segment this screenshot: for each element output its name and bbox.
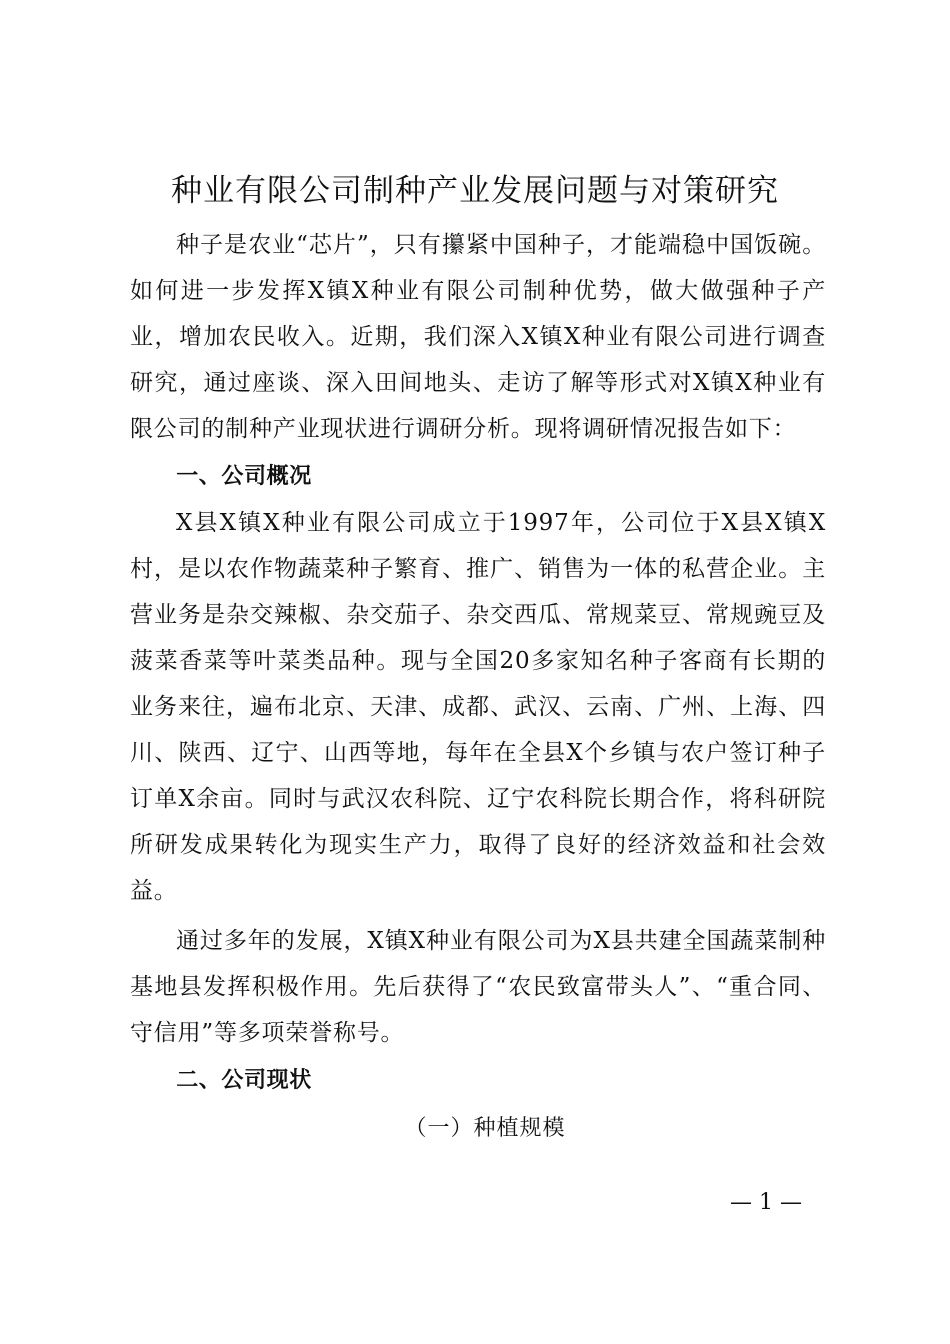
section-1-paragraph-1: X县X镇X种业有限公司成立于1997年，公司位于X县X镇X村，是以农作物蔬菜种子繁育、推广、销售为一体的私营企业。主营业务是杂交辣椒、杂交茄子、杂交西瓜、常规菜豆、常规豌豆及菠菜香菜等叶菜类品种。现与全国20多家知名种子客商有长期的业务来往，遍布北京、天津、成都、武汉、云南、广州、上海、四川、陕西、辽宁、山西等地，每年在全县X个乡镇与农户签订种子订单X余亩。同时与武汉农科院、辽宁农科院长期合作，将科研院所研发成果转化为现实生产力，取得了良好的经济效益和社会效益。 bbox=[130, 510, 826, 904]
document-title: 种业有限公司制种产业发展问题与对策研究 bbox=[171, 173, 779, 209]
intro-paragraph: 种子是农业“芯片”，只有攥紧中国种子，才能端稳中国饭碗。如何进一步发挥X镇X种业有限公司制种优势，做大做强种子产业，增加农民收入。近期，我们深入X镇X种业有限公司进行调查研究，通过座谈、深入田间地头、走访了解等形式对X镇X种业有限公司的制种产业现状进行调研分析。现将调研情况报告如下： bbox=[130, 232, 826, 442]
document-body bbox=[130, 222, 826, 1152]
section-2-subheading-1: （一）种植规模 bbox=[404, 1116, 566, 1141]
page-number: — 1 — bbox=[730, 1190, 802, 1215]
section-1-heading: 一、公司概况 bbox=[176, 464, 312, 489]
section-2-heading: 二、公司现状 bbox=[176, 1068, 312, 1093]
section-1-paragraph-2: 通过多年的发展，X镇X种业有限公司为X县共建全国蔬菜制种基地县发挥积极作用。先后获得了“农民致富带头人”、“重合同、守信用”等多项荣誉称号。 bbox=[130, 928, 826, 1046]
